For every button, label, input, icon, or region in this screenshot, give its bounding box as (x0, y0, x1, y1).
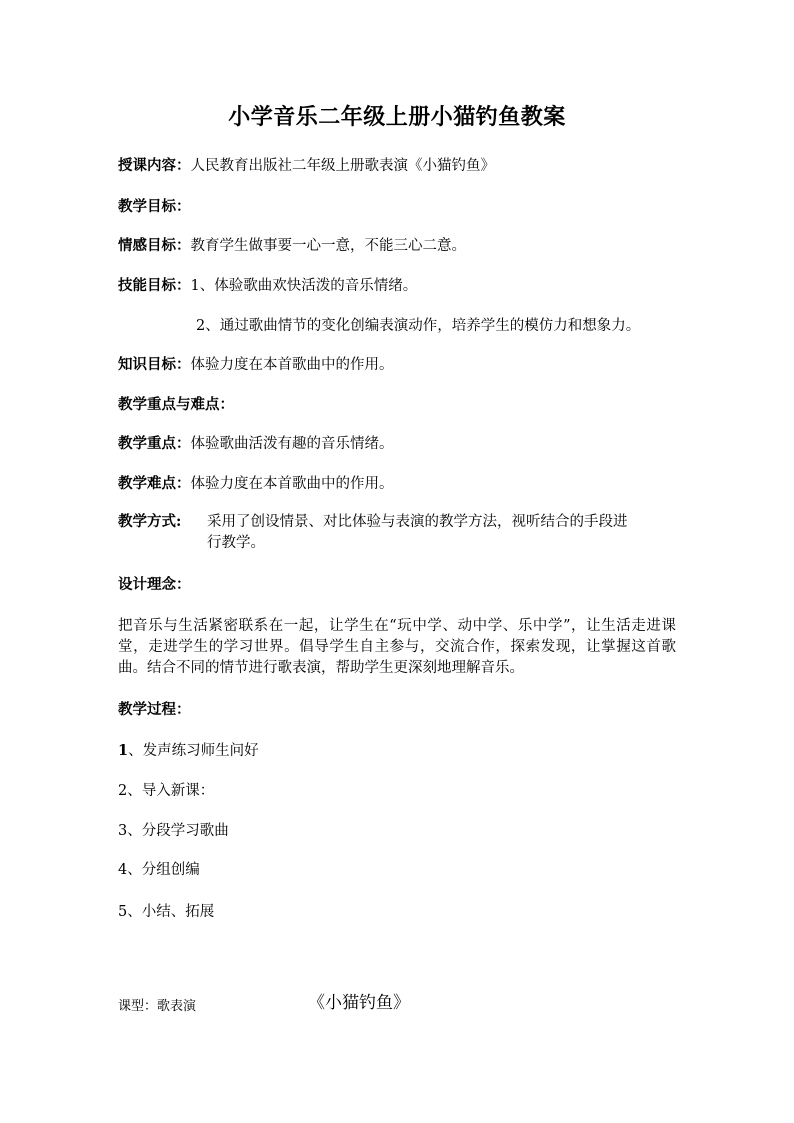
step-text: 、小结、拓展 (127, 904, 215, 920)
lesson-type: 课型：歌表演 (118, 999, 197, 1014)
process-heading: 教学过程： (118, 701, 191, 718)
process-step-5 (118, 902, 214, 922)
step-number: 5 (118, 904, 128, 920)
song-title: 《小猫钓鱼》 (308, 993, 410, 1013)
knowledge-goal-label: 知识目标： (118, 356, 191, 373)
emotion-goal-text: 教育学生做事要一心一意，不能三心二意。 (190, 238, 466, 254)
step-number: 3 (118, 823, 128, 839)
method-text-line-2: 行教学。 (207, 535, 265, 551)
content-line (118, 156, 495, 176)
focus-heading: 教学重点与难点： (118, 396, 234, 413)
content-text: 人民教育出版社二年级上册歌表演《小猫钓鱼》 (190, 158, 495, 174)
focus-text: 体验歌曲活泼有趣的音乐情绪。 (190, 436, 394, 452)
concept-heading: 设计理念： (118, 576, 191, 593)
method-text (207, 512, 677, 554)
difficulty-line (118, 474, 394, 494)
step-text: 、分组创编 (127, 862, 200, 878)
focus-line (118, 434, 394, 454)
concept-paragraph: 把音乐与生活紧密联系在一起，让学生在“玩中学、动中学、乐中学”，让生活走进课堂，走进学生的学习世界。倡导学生自主参与，交流合作，探索发现，让掌握这首歌曲。结合不同的情节进行歌表演，帮助学生更深刻地理解音乐。 (118, 618, 676, 676)
step-text: 、发声练习师生问好 (128, 743, 259, 759)
goals-heading: 教学目标： (118, 198, 191, 215)
emotion-goal-label: 情感目标： (118, 237, 191, 254)
focus-label: 教学重点： (118, 435, 191, 452)
difficulty-text: 体验力度在本首歌曲中的作用。 (190, 476, 394, 492)
process-step-2 (118, 781, 214, 801)
emotion-goal-line (118, 236, 466, 256)
process-step-4 (118, 860, 200, 880)
method-label: 教学方式: (118, 513, 182, 530)
method-text-line-1: 采用了创设情景、对比体验与表演的教学方法，视听结合的手段进 (207, 514, 628, 530)
skill-goal-item-2: 2、通过歌曲情节的变化创编表演动作，培养学生的模仿力和想象力。 (196, 318, 641, 334)
content-label: 授课内容： (118, 157, 191, 174)
skill-goal-label: 技能目标： (118, 277, 191, 294)
step-text: 、分段学习歌曲 (127, 823, 229, 839)
difficulty-label: 教学难点： (118, 475, 191, 492)
step-number: 2 (118, 783, 128, 799)
skill-goal-item-1: 1、体验歌曲欢快活泼的音乐情绪。 (190, 278, 418, 294)
step-text: 、导入新课： (127, 783, 215, 799)
knowledge-goal-text: 体验力度在本首歌曲中的作用。 (190, 357, 394, 373)
skill-goal-line (118, 276, 417, 296)
process-step-3 (118, 821, 229, 841)
process-step-1 (118, 741, 259, 761)
step-number: 4 (118, 862, 128, 878)
knowledge-goal-line (118, 355, 394, 375)
document-title: 小学音乐二年级上册小猫钓鱼教案 (228, 104, 566, 130)
step-number: 1 (118, 742, 129, 759)
